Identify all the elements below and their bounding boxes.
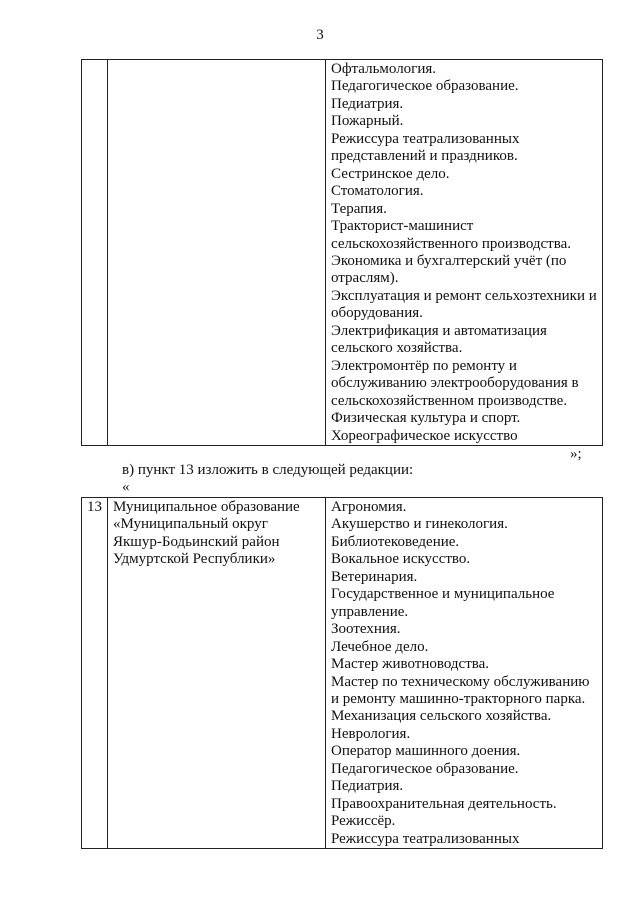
specialty-line: сельскохозяйственном производстве. <box>331 392 568 409</box>
specialty-line: Режиссёр. <box>331 813 396 830</box>
specialty-line: Режиссура театрализованных <box>331 830 520 847</box>
specialty-line: Вокальное искусство. <box>331 551 471 568</box>
specialty-line: сельскохозяйственного производства. <box>331 235 572 252</box>
specialty-line: управление. <box>331 603 409 620</box>
municipality-cell <box>108 498 326 849</box>
specialty-line: Ветеринария. <box>331 568 418 585</box>
municipality-name <box>108 498 325 569</box>
specialty-line: Неврология. <box>331 725 411 742</box>
specialty-line: Педагогическое образование. <box>331 760 519 777</box>
closing-quote: »; <box>570 446 582 462</box>
specialty-line: Хореографическое искусство <box>331 427 518 444</box>
specialty-line: Офтальмология. <box>331 61 437 77</box>
municipality-line: Удмуртской Республики» <box>113 551 276 568</box>
municipality-line: Муниципальное образование <box>113 499 300 515</box>
specialty-line: Педагогическое образование. <box>331 78 519 95</box>
specialties-cell <box>326 498 603 849</box>
specialty-line: обслуживанию электрооборудования в <box>331 375 579 392</box>
specialties-list <box>326 498 602 848</box>
specialty-line: Агрономия. <box>331 499 407 515</box>
table-row <box>82 60 603 446</box>
specialty-line: Зоотехния. <box>331 621 401 638</box>
specialties-table-continued <box>81 59 603 446</box>
opening-quote: « <box>122 479 130 495</box>
specialty-line: и ремонту машинно-тракторного парка. <box>331 690 586 707</box>
specialty-line: Лечебное дело. <box>331 638 429 655</box>
specialty-line: Эксплуатация и ремонт сельхозтехники и <box>331 287 597 304</box>
specialty-line: Правоохранительная деятельность. <box>331 795 557 812</box>
specialty-line: Стоматология. <box>331 183 424 200</box>
specialty-line: Педиатрия. <box>331 95 404 112</box>
municipality-cell <box>108 60 326 446</box>
specialty-line: Библиотековедение. <box>331 533 460 550</box>
specialty-line: Государственное и муниципальное <box>331 586 555 603</box>
specialties-table-item-13 <box>81 497 603 849</box>
page-number: 3 <box>316 27 324 43</box>
row-number-cell <box>82 60 108 446</box>
specialty-line: Акушерство и гинекология. <box>331 516 508 533</box>
specialty-line: Терапия. <box>331 200 387 217</box>
specialty-line: Оператор машинного доения. <box>331 743 521 760</box>
specialty-line: Педиатрия. <box>331 778 404 795</box>
municipality-line: Якшур-Бодьинский район <box>113 533 280 550</box>
amendment-instruction: в) пункт 13 изложить в следующей редакции: <box>122 462 414 478</box>
specialties-list <box>326 60 602 445</box>
specialty-line: Экономика и бухгалтерский учёт (по <box>331 252 567 269</box>
row-number-cell: 13 <box>82 498 108 849</box>
specialty-line: оборудования. <box>331 305 423 322</box>
specialties-cell <box>326 60 603 446</box>
specialty-line: Тракторист-машинист <box>331 218 474 235</box>
specialty-line: Сестринское дело. <box>331 165 450 182</box>
table-row <box>82 498 603 849</box>
municipality-line: «Муниципальный округ <box>113 516 268 533</box>
specialty-line: Физическая культура и спорт. <box>331 410 521 427</box>
specialty-line: Электрификация и автоматизация <box>331 322 547 339</box>
specialty-line: Пожарный. <box>331 113 404 130</box>
specialty-line: Механизация сельского хозяйства. <box>331 708 552 725</box>
specialty-line: Мастер животноводства. <box>331 656 490 673</box>
specialty-line: Электромонтёр по ремонту и <box>331 357 517 374</box>
specialty-line: Режиссура театрализованных <box>331 130 520 147</box>
specialty-line: представлений и праздников. <box>331 148 518 165</box>
specialty-line: отраслям). <box>331 270 399 287</box>
specialty-line: Мастер по техническому обслуживанию <box>331 673 590 690</box>
specialty-line: сельского хозяйства. <box>331 340 463 357</box>
